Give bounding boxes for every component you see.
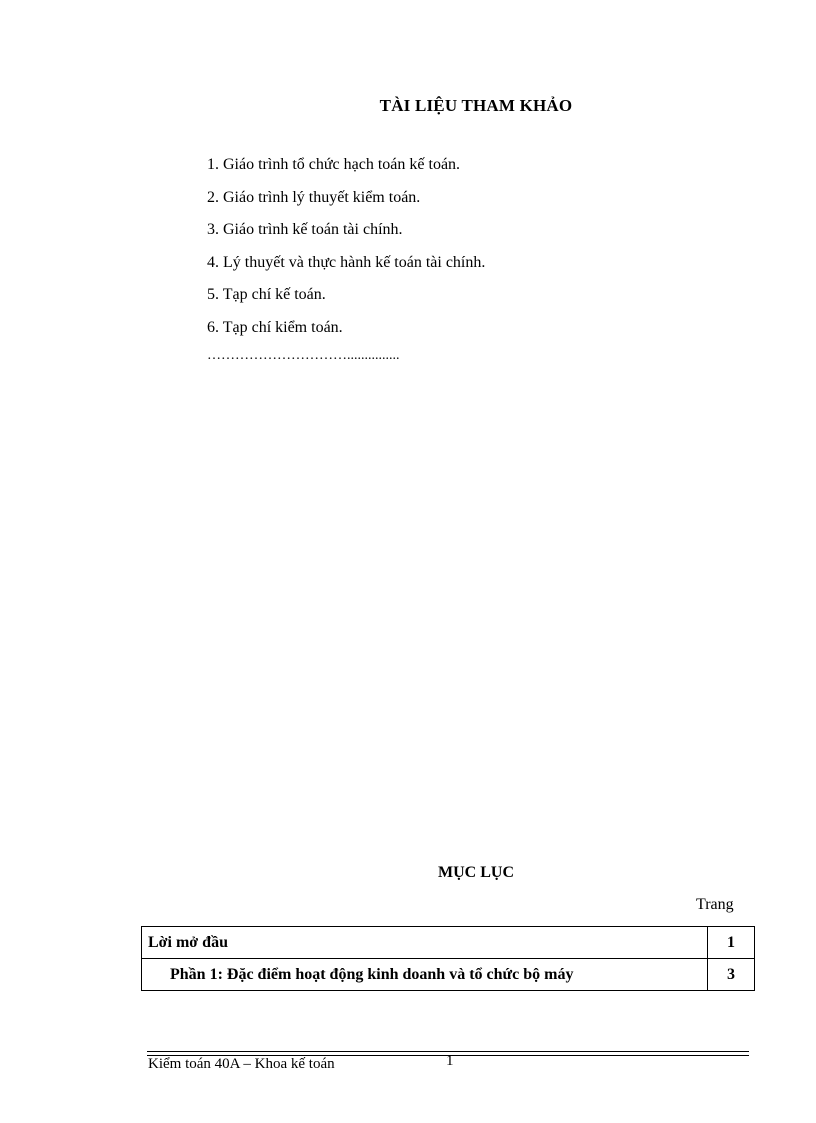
footer-text: Kiểm toán 40A – Khoa kế toán — [148, 1056, 335, 1072]
toc-row — [142, 927, 755, 959]
reference-item: 4. Lý thuyết và thực hành kế toán tài chính. — [207, 253, 486, 271]
references-ellipsis: …………………………............... — [207, 348, 400, 363]
footer-page-number: 1 — [446, 1053, 454, 1069]
reference-item: 6. Tạp chí kiểm toán. — [207, 318, 343, 336]
reference-item: 3. Giáo trình kế toán tài chính. — [207, 221, 403, 239]
toc-row-label: Lời mở đầu — [142, 927, 708, 959]
reference-item: 1. Giáo trình tổ chức hạch toán kế toán. — [207, 156, 461, 173]
references-list — [207, 152, 485, 348]
toc-row-label: Phần 1: Đặc điểm hoạt động kinh doanh và tổ chức bộ máy — [142, 959, 708, 991]
toc-row-page: 3 — [708, 959, 755, 991]
reference-item: 5. Tạp chí kế toán. — [207, 286, 326, 304]
toc-row — [142, 959, 755, 991]
references-title: TÀI LIỆU THAM KHẢO — [379, 96, 573, 115]
toc-table — [141, 926, 755, 991]
toc-page-column-header: Trang — [696, 896, 734, 913]
toc-title: MỤC LỤC — [438, 864, 514, 881]
reference-item: 2. Giáo trình lý thuyết kiểm toán. — [207, 188, 421, 206]
toc-row-page: 1 — [708, 927, 755, 959]
